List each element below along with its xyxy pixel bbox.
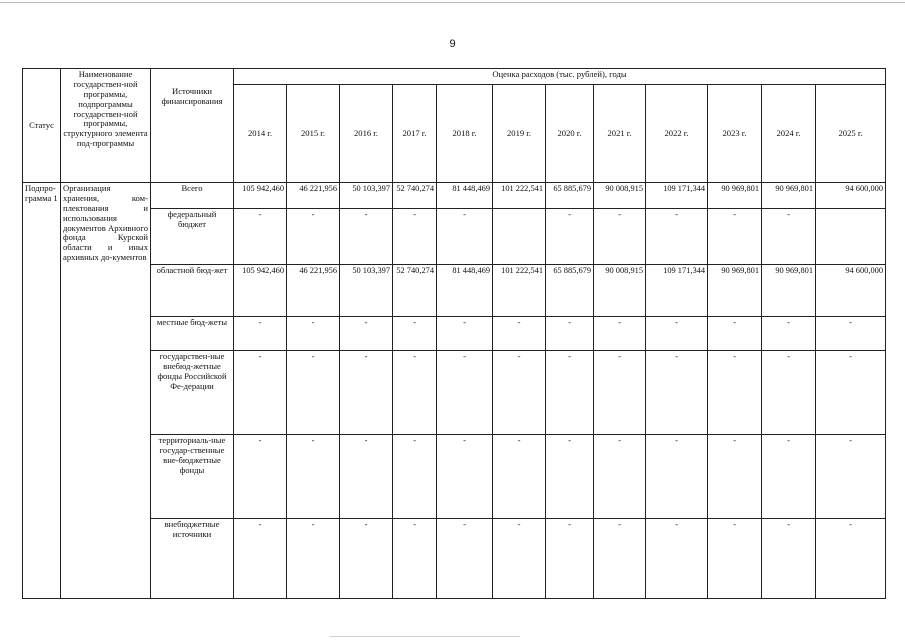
header-year: 2021 г. [594, 85, 646, 183]
value-cell: - [340, 435, 393, 519]
top-scan-line [0, 2, 905, 3]
value-cell: - [287, 351, 340, 435]
value-cell: - [234, 209, 287, 265]
value-cell: - [393, 519, 437, 599]
value-cell: - [816, 435, 886, 519]
value-cell: 101 222,541 [493, 265, 546, 317]
expenditure-table [22, 68, 886, 599]
funding-source: государствен-ные внебюд-жетные фонды Российской Фе-дерации [151, 351, 234, 435]
value-cell: 101 222,541 [493, 183, 546, 209]
value-cell: 109 171,344 [646, 265, 708, 317]
value-cell: - [546, 209, 594, 265]
value-cell: 105 942,460 [234, 265, 287, 317]
value-cell: 105 942,460 [234, 183, 287, 209]
value-cell: - [340, 317, 393, 351]
value-cell: 46 221,956 [287, 265, 340, 317]
value-cell: 81 448,469 [437, 183, 493, 209]
value-cell: - [393, 351, 437, 435]
header-year: 2024 г. [762, 85, 816, 183]
funding-source: местные бюд-жеты [151, 317, 234, 351]
value-cell: - [437, 209, 493, 265]
table-row [23, 435, 886, 519]
value-cell: - [594, 435, 646, 519]
value-cell: - [493, 435, 546, 519]
value-cell: - [708, 351, 762, 435]
value-cell: - [762, 317, 816, 351]
value-cell: - [646, 351, 708, 435]
funding-source: территориаль-ные государ-ственные вне-бюджетные фонды [151, 435, 234, 519]
header-sources: Источники финансирования [151, 69, 234, 183]
value-cell: - [493, 519, 546, 599]
value-cell: 65 885,679 [546, 265, 594, 317]
table-row [23, 265, 886, 317]
funding-source: внебюджетные источники [151, 519, 234, 599]
header-status: Статус [23, 69, 61, 183]
value-cell: - [437, 435, 493, 519]
value-cell: 50 103,397 [340, 265, 393, 317]
value-cell: - [287, 209, 340, 265]
header-year: 2014 г. [234, 85, 287, 183]
value-cell: - [287, 435, 340, 519]
program-status: Подпро-грамма 1 [23, 183, 61, 599]
value-cell [816, 209, 886, 265]
value-cell: - [816, 519, 886, 599]
value-cell: - [646, 317, 708, 351]
value-cell: - [708, 317, 762, 351]
value-cell: - [708, 435, 762, 519]
funding-source: федеральный бюджет [151, 209, 234, 265]
value-cell: - [594, 351, 646, 435]
value-cell: - [393, 435, 437, 519]
header-year: 2019 г. [493, 85, 546, 183]
value-cell: - [594, 317, 646, 351]
value-cell: 109 171,344 [646, 183, 708, 209]
value-cell: 90 969,801 [762, 183, 816, 209]
value-cell: - [708, 519, 762, 599]
value-cell: 52 740,274 [393, 183, 437, 209]
header-estimate: Оценка расходов (тыс. рублей), годы [234, 69, 886, 85]
value-cell: 90 969,801 [708, 183, 762, 209]
value-cell: - [546, 519, 594, 599]
value-cell [493, 209, 546, 265]
value-cell: 94 600,000 [816, 265, 886, 317]
value-cell: - [762, 209, 816, 265]
value-cell: - [234, 519, 287, 599]
value-cell: - [762, 519, 816, 599]
value-cell: 90 008,915 [594, 183, 646, 209]
value-cell: - [762, 351, 816, 435]
value-cell: 52 740,274 [393, 265, 437, 317]
value-cell: - [234, 351, 287, 435]
header-year: 2022 г. [646, 85, 708, 183]
value-cell: - [234, 435, 287, 519]
header-year: 2025 г. [816, 85, 886, 183]
value-cell: - [646, 519, 708, 599]
value-cell: - [646, 209, 708, 265]
value-cell: - [546, 435, 594, 519]
table-row [23, 209, 886, 265]
table-row [23, 351, 886, 435]
value-cell: - [594, 209, 646, 265]
value-cell: - [646, 435, 708, 519]
header-year: 2020 г. [546, 85, 594, 183]
table-body [23, 183, 886, 599]
value-cell: - [816, 351, 886, 435]
value-cell: - [546, 351, 594, 435]
value-cell: - [340, 519, 393, 599]
funding-source: Всего [151, 183, 234, 209]
value-cell: - [340, 209, 393, 265]
table-row [23, 183, 886, 209]
page-number: 9 [449, 38, 456, 50]
header-year: 2017 г. [393, 85, 437, 183]
value-cell: 94 600,000 [816, 183, 886, 209]
value-cell: - [437, 519, 493, 599]
value-cell: - [287, 317, 340, 351]
bottom-scan-line [330, 636, 520, 637]
value-cell: - [234, 317, 287, 351]
value-cell: - [816, 317, 886, 351]
value-cell: - [594, 519, 646, 599]
header-year: 2015 г. [287, 85, 340, 183]
funding-source: областной бюд-жет [151, 265, 234, 317]
value-cell: - [493, 351, 546, 435]
value-cell: 90 969,801 [762, 265, 816, 317]
header-year: 2016 г. [340, 85, 393, 183]
value-cell: 46 221,956 [287, 183, 340, 209]
value-cell: 90 008,915 [594, 265, 646, 317]
header-year: 2023 г. [708, 85, 762, 183]
value-cell: - [437, 317, 493, 351]
value-cell: - [762, 435, 816, 519]
value-cell: 50 103,397 [340, 183, 393, 209]
value-cell: 90 969,801 [708, 265, 762, 317]
value-cell: - [393, 317, 437, 351]
value-cell: - [437, 351, 493, 435]
table-row [23, 317, 886, 351]
value-cell: - [708, 209, 762, 265]
program-name: Организация хранения, ком-плектования и использования документов Архивного фонда Курской области и иных архивных до-кументов [61, 183, 151, 599]
value-cell: 65 885,679 [546, 183, 594, 209]
table-row [23, 519, 886, 599]
header-name: Наименование государствен-ной программы, подпрограммы государствен-ной программы, структурного элемента под-программы [61, 69, 151, 183]
value-cell: 81 448,469 [437, 265, 493, 317]
value-cell: - [393, 209, 437, 265]
value-cell: - [287, 519, 340, 599]
value-cell: - [340, 351, 393, 435]
value-cell: - [493, 317, 546, 351]
header-year: 2018 г. [437, 85, 493, 183]
value-cell: - [546, 317, 594, 351]
